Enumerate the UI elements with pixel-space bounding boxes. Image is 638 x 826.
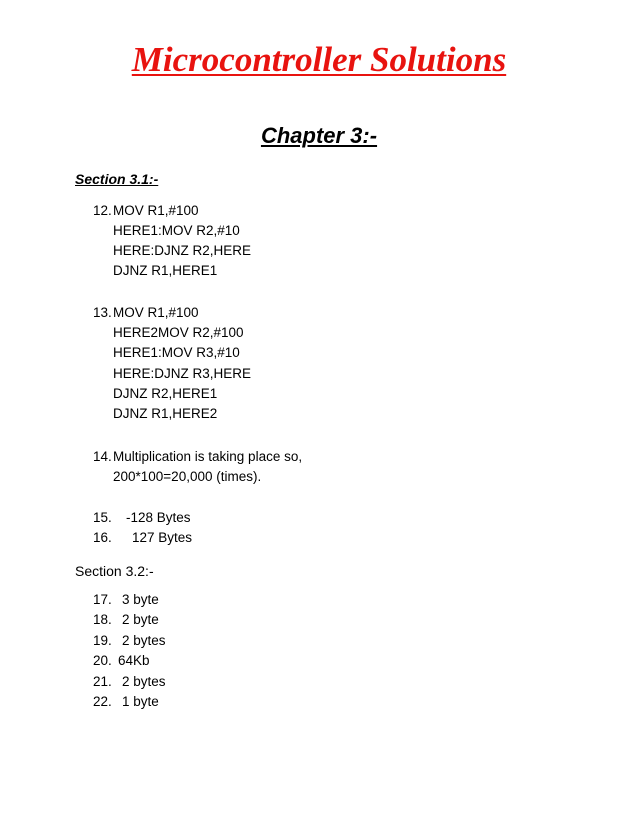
answer-text: 1 byte bbox=[122, 694, 159, 709]
answer-text: 2 bytes bbox=[122, 633, 166, 648]
code-line: DJNZ R2,HERE1 bbox=[113, 386, 218, 401]
answer-number: 15. bbox=[93, 510, 112, 525]
code-line: MOV R1,#100 bbox=[113, 203, 199, 218]
code-line: HERE2MOV R2,#100 bbox=[113, 325, 244, 340]
code-line: HERE1:MOV R3,#10 bbox=[113, 345, 240, 360]
answer-number: 12. bbox=[93, 203, 112, 218]
answer-text: 200*100=20,000 (times). bbox=[113, 469, 262, 484]
section-3-1-heading: Section 3.1:- bbox=[75, 171, 159, 187]
chapter-heading: Chapter 3:- bbox=[260, 123, 378, 148]
answer-text: 3 byte bbox=[122, 592, 159, 607]
answer-number: 16. bbox=[93, 530, 112, 545]
code-line: HERE1:MOV R2,#10 bbox=[113, 223, 240, 238]
answer-number: 19. bbox=[93, 633, 112, 648]
answer-text: 64Kb bbox=[118, 653, 150, 668]
answer-text: 2 bytes bbox=[122, 674, 166, 689]
document-title: Microcontroller Solutions bbox=[131, 40, 507, 79]
code-line: DJNZ R1,HERE2 bbox=[113, 406, 218, 421]
answer-text: 127 Bytes bbox=[132, 530, 193, 545]
answer-number: 21. bbox=[93, 674, 112, 689]
answer-text: Multiplication is taking place so, bbox=[113, 449, 303, 464]
answer-number: 18. bbox=[93, 612, 112, 627]
code-line: MOV R1,#100 bbox=[113, 305, 199, 320]
answer-number: 17. bbox=[93, 592, 112, 607]
answer-number: 13. bbox=[93, 305, 112, 320]
answer-number: 22. bbox=[93, 694, 112, 709]
code-line: HERE:DJNZ R3,HERE bbox=[113, 366, 252, 381]
code-line: HERE:DJNZ R2,HERE bbox=[113, 243, 252, 258]
answer-text: -128 Bytes bbox=[126, 510, 191, 525]
code-line: DJNZ R1,HERE1 bbox=[113, 263, 218, 278]
answer-number: 20. bbox=[93, 653, 112, 668]
answer-text: 2 byte bbox=[122, 612, 159, 627]
section-3-2-heading: Section 3.2:- bbox=[75, 563, 154, 579]
answer-number: 14. bbox=[93, 449, 112, 464]
